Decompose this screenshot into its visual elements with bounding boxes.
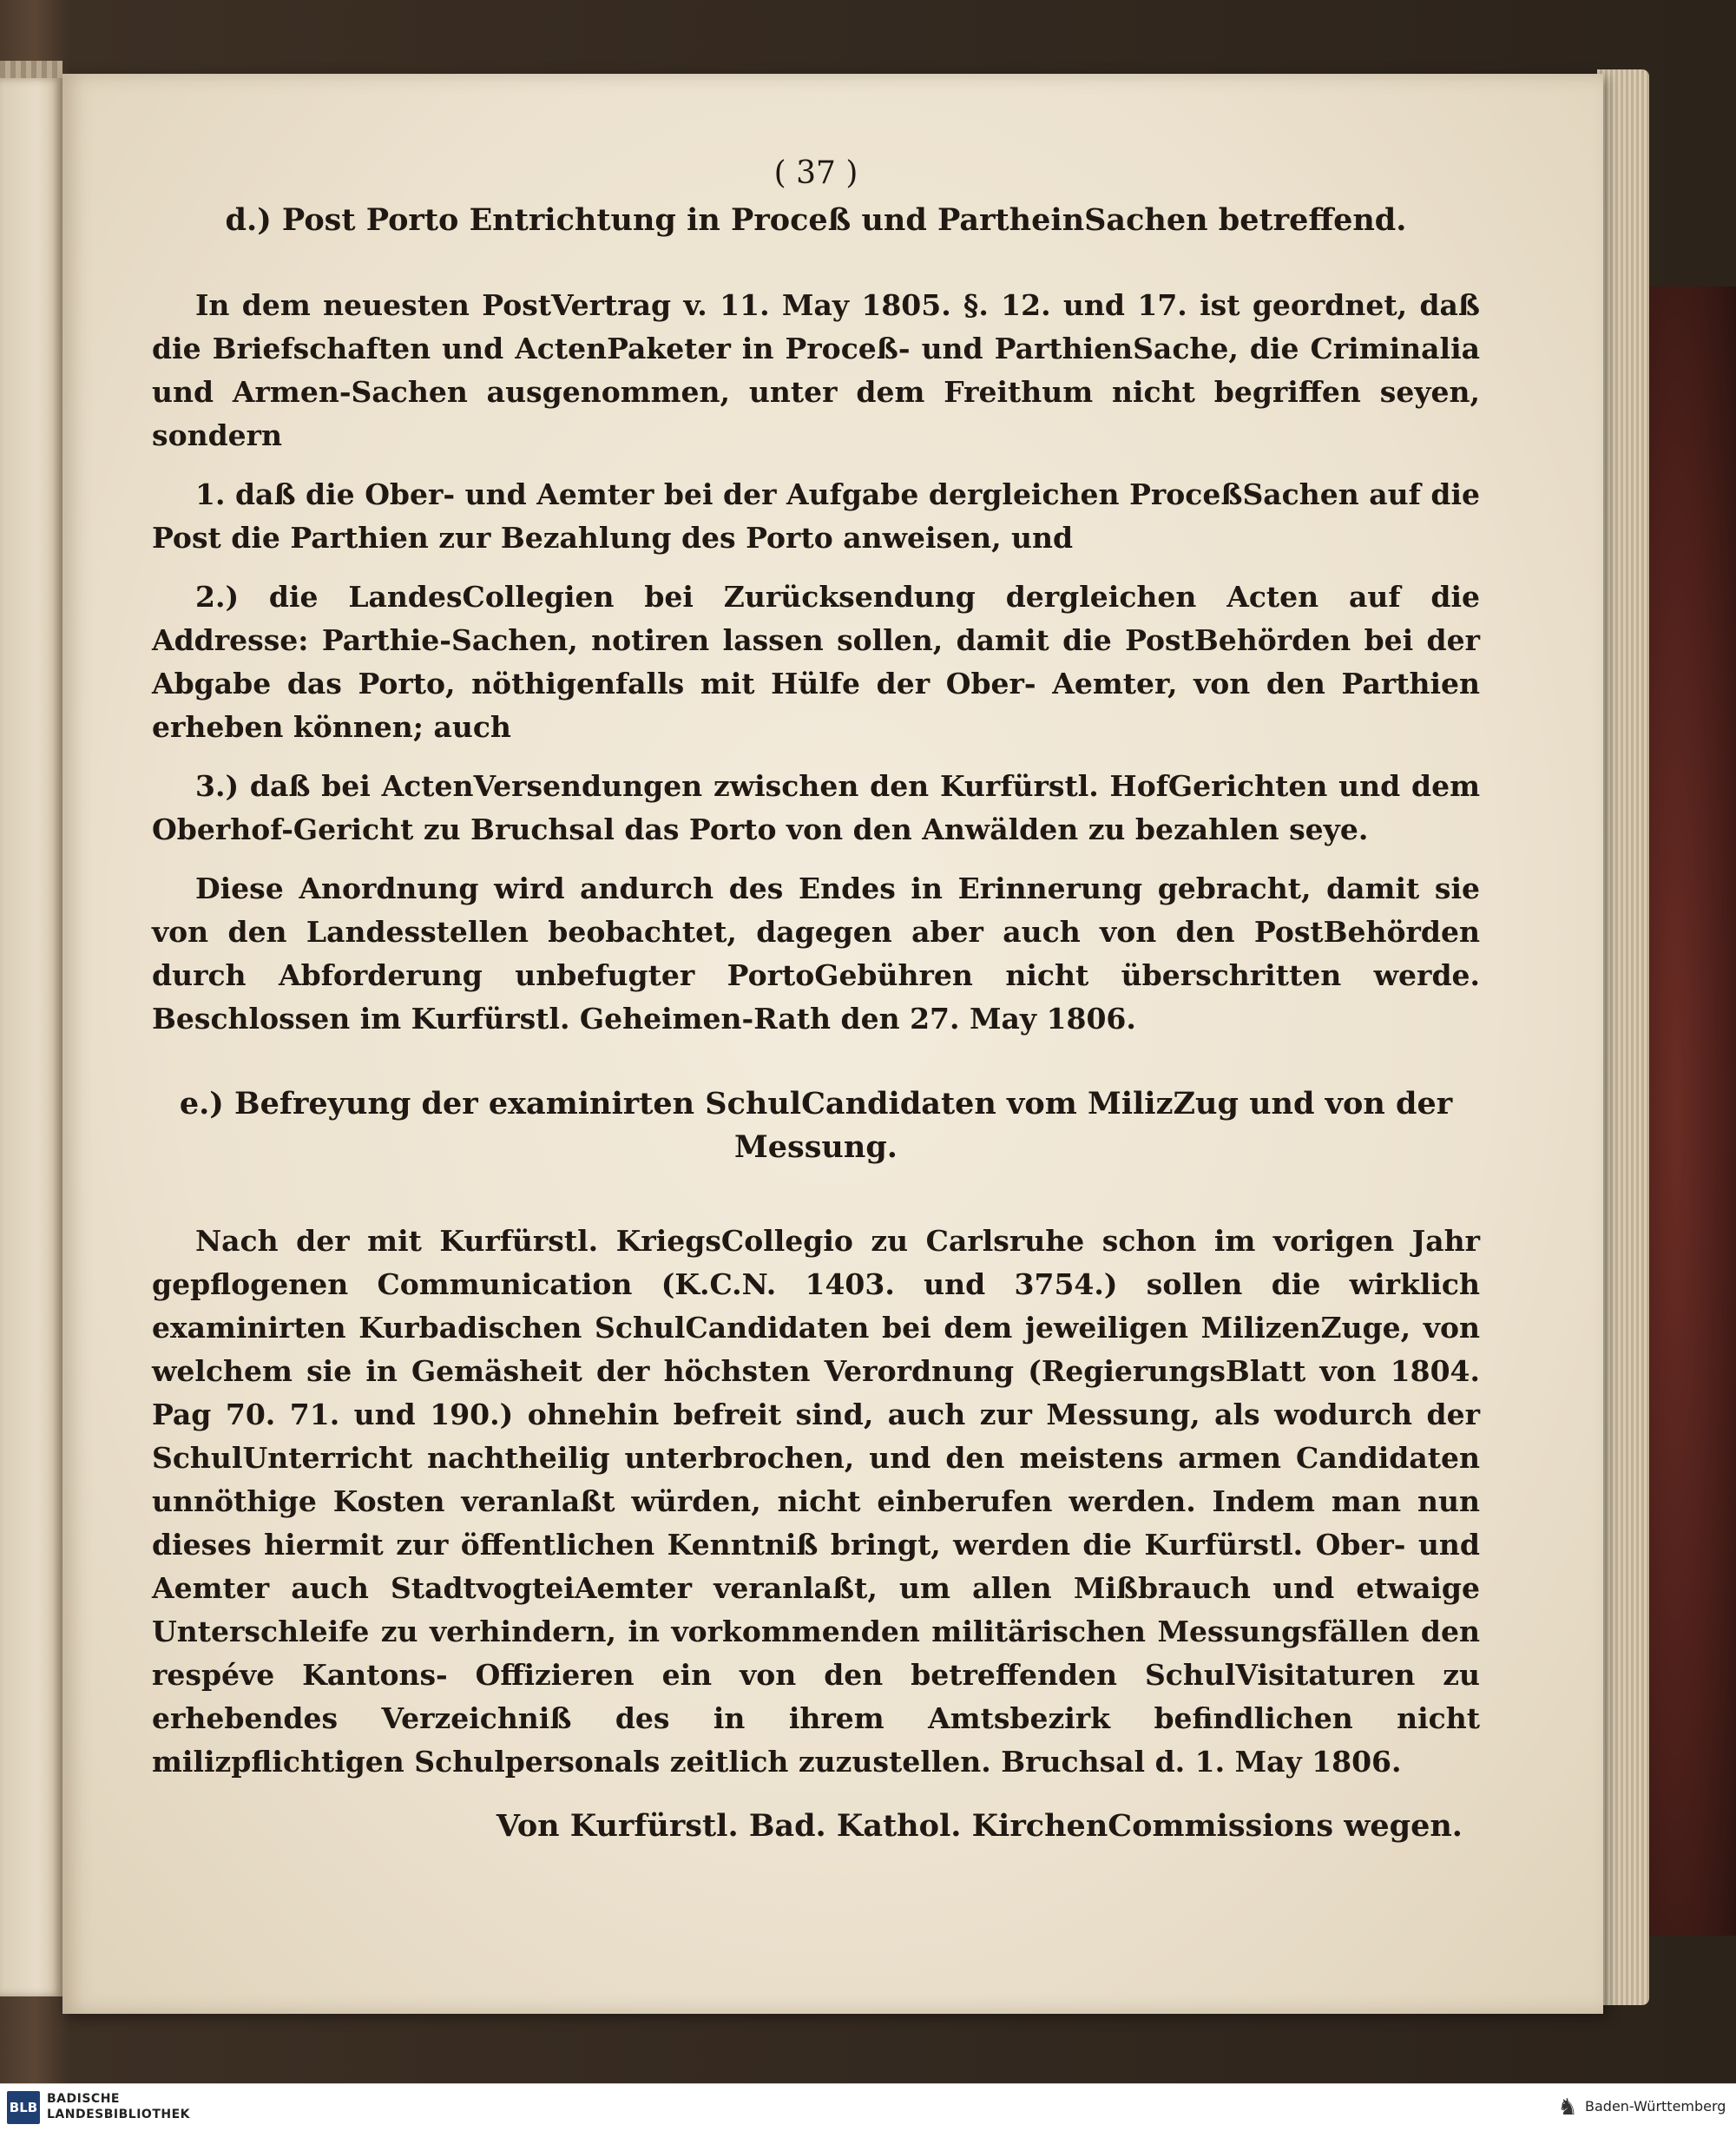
section-d-item-3: 3.) daß bei ActenVersendungen zwischen den Kurfürstl. HofGerichten und dem Oberhof-Gericht zu Bruchsal das Porto von den Anwälden zu bezahlen seye. xyxy=(152,769,1480,846)
section-d-item-1: 1. daß die Ober- und Aemter bei der Aufgabe dergleichen ProceßSachen auf die Post die Parthien zur Bezahlung des Porto anweisen, und xyxy=(152,477,1480,555)
book-cover-right xyxy=(1636,286,1736,1936)
library-name-line1: BADISCHE xyxy=(47,2092,120,2106)
state-name[interactable]: Baden-Württemberg xyxy=(1585,2098,1726,2115)
page-number: ( 37 ) xyxy=(773,155,858,191)
section-d-heading: d.) Post Porto Entrichtung in Proceß und PartheinSachen betreffend. xyxy=(225,202,1407,238)
left-page-edge xyxy=(0,78,62,1996)
blb-logo[interactable]: BLB xyxy=(7,2091,40,2124)
page-stack-edge xyxy=(1597,69,1649,2005)
coat-of-arms-icon[interactable]: ♞ xyxy=(1557,2095,1578,2121)
library-name xyxy=(47,2091,190,2122)
section-e-heading: e.) Befreyung der examinirten SchulCandidaten vom MilizZug und von der Messung. xyxy=(179,1086,1453,1165)
signature-line: Von Kurfürstl. Bad. Kathol. KirchenCommissions wegen. xyxy=(496,1808,1463,1844)
section-d-intro: In dem neuesten PostVertrag v. 11. May 1805. §. 12. und 17. ist geordnet, daß die Briefschaften und ActenPaketer in Proceß- und ParthienSache, die Criminalia und Armen-Sachen ausgenommen, unter dem Freithum nicht begriffen seyen, sondern xyxy=(152,288,1480,452)
library-name-line2: LANDESBIBLIOTHEK xyxy=(47,2108,191,2121)
section-d-item-2: 2.) die LandesCollegien bei Zurücksendung dergleichen Acten auf die Addresse: Parthie-Sachen, notiren lassen sollen, damit die PostBehörden bei der Abgabe das Porto, nöthigenfalls mit Hülfe der Ober- Aemter, von den Parthien erheben können; auch xyxy=(152,580,1480,744)
page-text xyxy=(152,152,1480,1848)
viewer-footer xyxy=(0,2083,1736,2131)
section-d-closing: Diese Anordnung wird andurch des Endes in Erinnerung gebracht, damit sie von den Landesstellen beobachtet, dagegen aber auch von den PostBehörden durch Abforderung unbefugter PortoGebühren nicht überschritten werde. Beschlossen im Kurfürstl. Geheimen-Rath den 27. May 1806. xyxy=(152,871,1480,1036)
section-e-paragraph: Nach der mit Kurfürstl. KriegsCollegio zu Carlsruhe schon im vorigen Jahr gepflogenen Communication (K.C.N. 1403. und 3754.) sollen die wirklich examinirten Kurbadischen SchulCandidaten bei dem jeweiligen MilizenZuge, von welchem sie in Gemäsheit der höchsten Verordnung (RegierungsBlatt von 1804. Pag 70. 71. und 190.) ohnehin befreit sind, auch zur Messung, als wodurch der SchulUnterricht nachtheilig unterbrochen, und den meistens armen Candidaten unnöthige Kosten veranlaßt würden, nicht einberufen werden. Indem man nun dieses hiermit zur öffentlichen Kenntniß bringt, werden die Kurfürstl. Ober- und Aemter auch StadtvogteiAemter veranlaßt, um allen Mißbrauch und etwaige Unterschleife zu verhindern, in vorkommenden militärischen Messungsfällen den respéve Kantons- Offizieren ein von den betreffenden SchulVisitaturen zu erhebendes Verzeichniß des in ihrem Amtsbezirk befindlichen nicht milizpflichtigen Schulpersonals zeitlich zuzustellen. Bruchsal d. 1. May 1806. xyxy=(152,1224,1480,1779)
